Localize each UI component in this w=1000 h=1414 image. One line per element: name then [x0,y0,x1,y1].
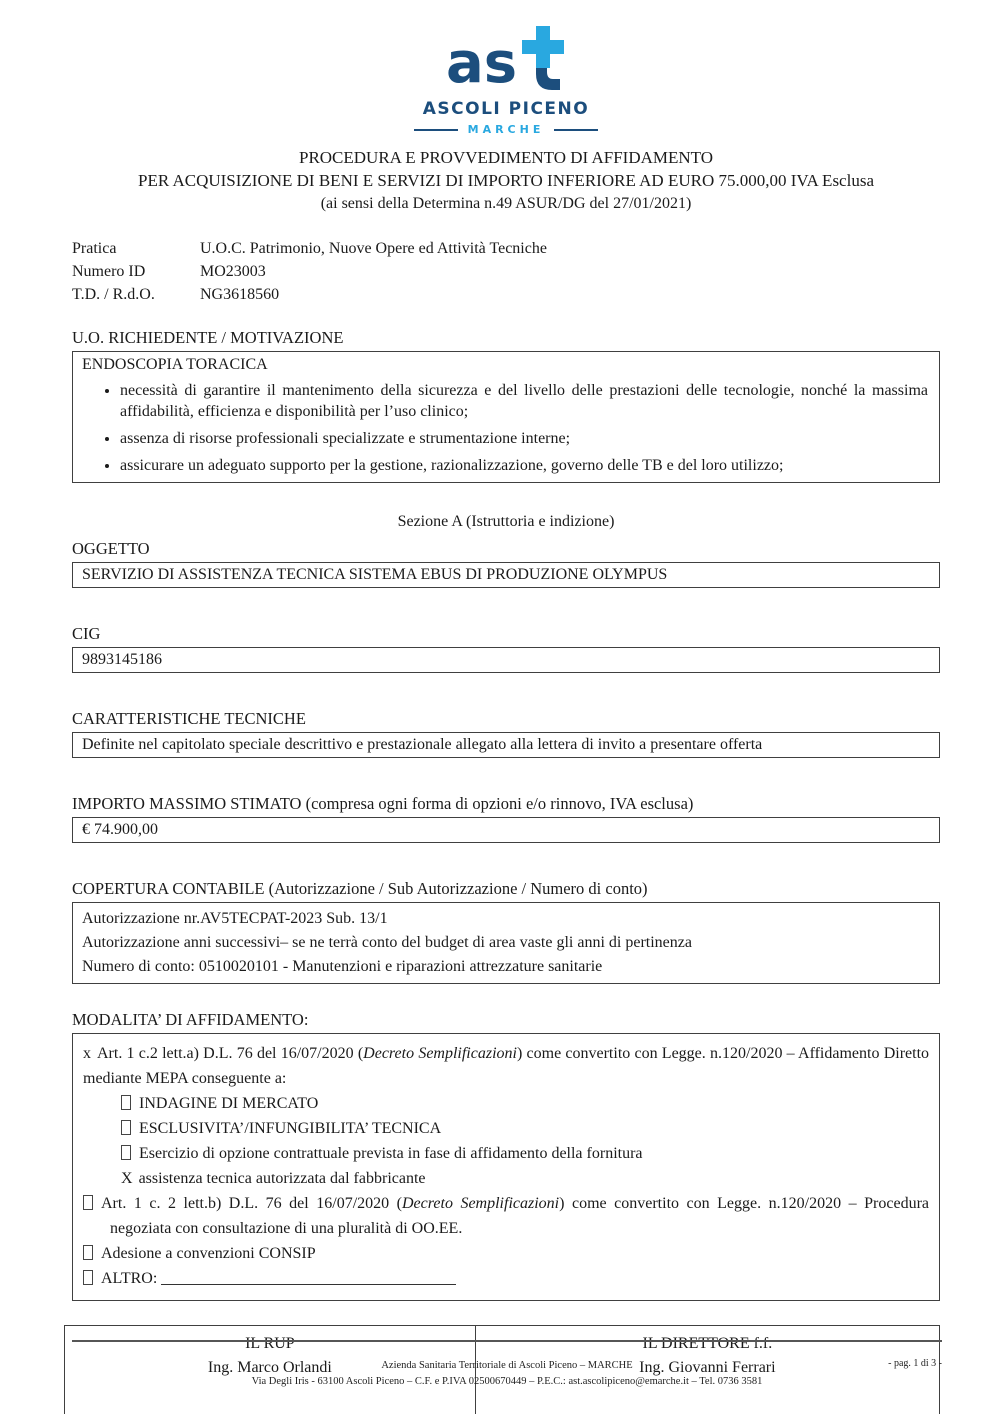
suboption-indagine [83,1091,929,1116]
td-rdo-row [72,283,940,306]
option-art1-lett-b [83,1191,929,1241]
option-b-italic: Decreto Semplificazioni [402,1195,560,1212]
motivazione-item: • assenza di risorse professionali specializzate e strumentazione interne; [120,428,930,449]
uo-richiedente-section [72,328,940,483]
logo-rule-left [414,129,458,131]
footer-address-line: Via Degli Iris - 63100 Ascoli Piceno – C.F. e P.IVA 02500670449 – P.E.C.: ast.ascolipiceno@emarche.it – Tel. 0736 3581 [251,1376,763,1387]
option-altro-label: ALTRO: [101,1270,158,1287]
uo-unit-name: ENDOSCOPIA TORACICA [82,356,268,373]
numero-id-value: MO23003 [200,263,266,280]
altro-blank-line [161,1271,456,1285]
plus-icon [522,26,564,68]
page-footer [72,1340,942,1390]
copertura-box [72,902,940,984]
checkbox-icon [83,1245,93,1260]
caratteristiche-box: Definite nel capitolato speciale descrittivo e prestazionale allegato alla lettera di invito a presentare offerta [72,732,940,758]
numero-id-label: Numero ID [72,263,146,280]
option-b-text: Art. 1 c. 2 lett.b) D.L. 76 del 16/07/2020 ( [101,1195,402,1212]
uo-richiedente-heading: U.O. RICHIEDENTE / MOTIVAZIONE [72,328,344,347]
oggetto-heading: OGGETTO [72,539,150,558]
page-number: - pag. 1 di 3 - [888,1358,942,1369]
ast-logo [72,26,940,136]
suboption-esclusivita [83,1116,929,1141]
oggetto-box: SERVIZIO DI ASSISTENZA TECNICA SISTEMA EBUS DI PRODUZIONE OLYMPUS [72,562,940,588]
logo-city-text: ASCOLI PICENO [422,99,590,119]
td-rdo-value: NG3618560 [200,286,280,303]
cig-heading: CIG [72,624,101,643]
pratica-row [72,237,940,260]
logo-letters-as: as [446,31,518,92]
direttore-name: Ing. Giovanni Ferrari [639,1359,776,1376]
ast-logo-mark [430,26,582,92]
suboption-label: Esercizio di opzione contrattuale prevista in fase di affidamento della fornitura [139,1145,643,1162]
caratteristiche-section [72,709,940,758]
x-selected-marker: X [121,1170,133,1187]
copertura-line: Autorizzazione nr.AV5TECPAT-2023 Sub. 13/1 [82,910,388,927]
document-title [72,146,940,215]
suboption-label: INDAGINE DI MERCATO [139,1095,319,1112]
pratica-value: U.O.C. Patrimonio, Nuove Opere ed Attività Tecniche [200,240,547,257]
modalita-section [72,1010,940,1301]
option-altro [83,1266,929,1291]
rup-name: Ing. Marco Orlandi [207,1359,332,1376]
copertura-heading: COPERTURA CONTABILE (Autorizzazione / Sub Autorizzazione / Numero di conto) [72,879,648,898]
importo-section [72,794,940,843]
suboption-label: ESCLUSIVITA’/INFUNGIBILITA’ TECNICA [139,1120,442,1137]
title-line-3: (ai sensi della Determina n.49 ASUR/DG del 27/01/2021) [320,195,692,212]
option-b-text: ) come convertito con Legge. n.120/2020 – Procedura negoziata con consultazione di una pluralità di OO.EE. [110,1195,930,1237]
td-rdo-label: T.D. / R.d.O. [72,286,155,303]
numero-id-row [72,260,940,283]
option-consip-label: Adesione a convenzioni CONSIP [101,1245,316,1262]
checkbox-icon [121,1120,131,1135]
checkbox-icon [121,1145,131,1160]
direttore-title: IL DIRETTORE f.f. [642,1335,773,1352]
suboption-label: assistenza tecnica autorizzata dal fabbricante [138,1170,426,1187]
motivazione-list [82,380,930,476]
checkbox-icon [83,1270,93,1285]
cig-box: 9893145186 [72,647,940,673]
rup-title: IL RUP [245,1335,295,1352]
option-consip [83,1241,929,1266]
copertura-line: Autorizzazione anni successivi– se ne terrà conto del budget di area vaste gli anni di pertinenza [82,934,692,951]
cig-section [72,624,940,673]
logo-letter-t-stem [536,68,560,90]
pratica-block [72,237,940,306]
x-selected-marker: x [83,1045,91,1062]
suboption-assistenza-checked [83,1166,929,1191]
logo-region-row [72,123,940,136]
copertura-section [72,879,940,984]
importo-heading: IMPORTO MASSIMO STIMATO (compresa ogni forma di opzioni e/o rinnovo, IVA esclusa) [72,794,694,813]
footer-org-line: Azienda Sanitaria Territoriale di Ascoli Piceno – MARCHE [381,1360,633,1371]
importo-box: € 74.900,00 [72,817,940,843]
motivazione-item: • assicurare un adeguato supporto per la gestione, razionalizzazione, governo delle TB e del loro utilizzo; [120,455,930,476]
modalita-heading: MODALITA’ DI AFFIDAMENTO: [72,1010,309,1029]
logo-rule-right [554,129,598,131]
title-line-2: PER ACQUISIZIONE DI BENI E SERVIZI DI IMPORTO INFERIORE AD EURO 75.000,00 IVA Esclusa [137,171,874,190]
option-a-italic: Decreto Semplificazioni [363,1045,517,1062]
option-a-text: ) come convertito con Legge. n.120/2020 – Affidamento Diretto mediante MEPA conseguente a: [83,1045,930,1087]
pratica-label: Pratica [72,240,117,257]
sezione-a-heading: Sezione A (Istruttoria e indizione) [397,513,615,530]
caratteristiche-heading: CARATTERISTICHE TECNICHE [72,709,306,728]
copertura-line: Numero di conto: 0510020101 - Manutenzioni e riparazioni attrezzature sanitarie [82,958,603,975]
oggetto-section [72,539,940,588]
title-line-1: PROCEDURA E PROVVEDIMENTO DI AFFIDAMENTO [298,148,714,167]
uo-richiedente-box [72,351,940,483]
checkbox-icon [121,1095,131,1110]
option-a-text: Art. 1 c.2 lett.a) D.L. 76 del 16/07/2020 ( [97,1045,364,1062]
modalita-box [72,1033,940,1301]
suboption-esercizio-opzione [83,1141,929,1166]
logo-region-text: MARCHE [467,123,545,136]
motivazione-item: • necessità di garantire il mantenimento della sicurezza e del livello delle prestazioni delle tecnologie, nonché la massima affidabilità, efficienza e disponibilità per l’uso clinico; [120,380,930,422]
option-art1-lett-a [83,1041,929,1091]
checkbox-icon [83,1195,93,1210]
